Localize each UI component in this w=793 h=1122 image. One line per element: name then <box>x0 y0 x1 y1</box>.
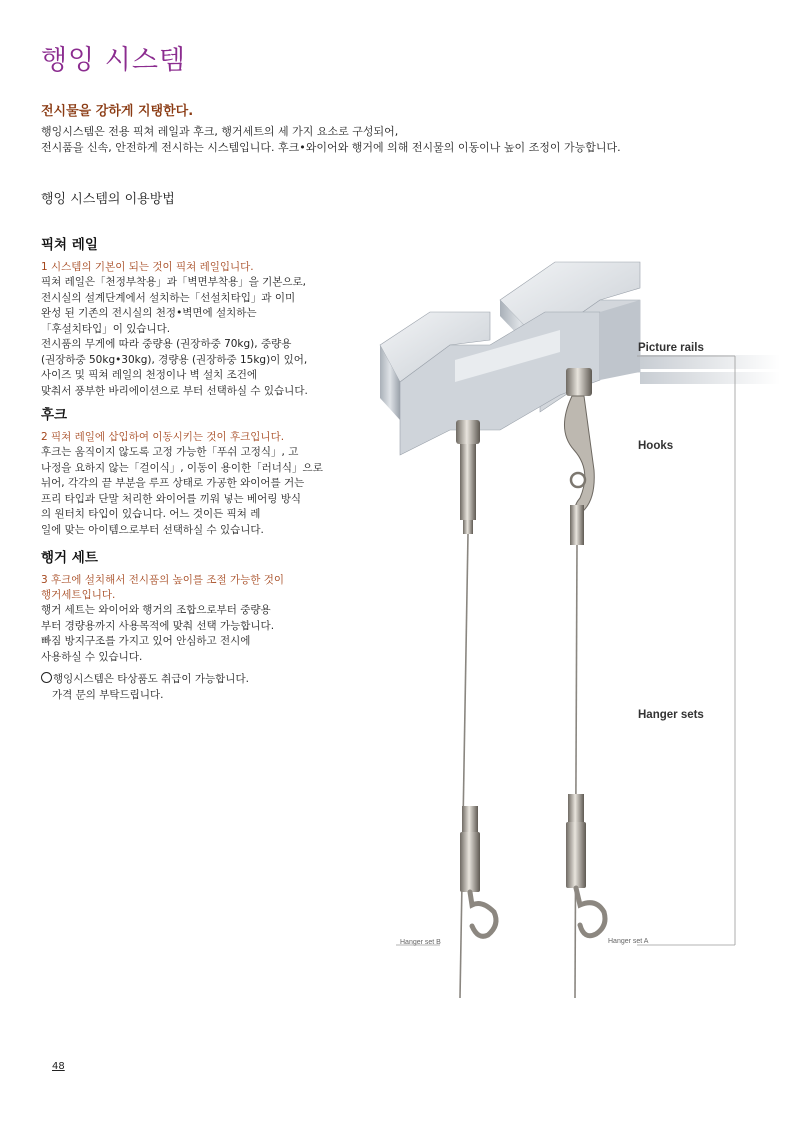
body-line: 완성 된 기존의 전시실의 천정•벽면에 설치하는 <box>41 307 257 319</box>
section-lead: 2 픽쳐 레일에 삽입하여 이동시키는 것이 후크입니다. <box>41 431 285 443</box>
label-hanger-sets: Hanger sets <box>638 709 704 721</box>
page-title: 행잉 시스템 <box>41 45 186 76</box>
body-line: 사용하실 수 있습니다. <box>41 650 143 663</box>
body-line: 부터 경량용까지 사용목적에 맞춰 선택 가능합니다. <box>41 619 275 632</box>
label-hanger-set-a: Hanger set A <box>608 938 649 945</box>
body-line: (권장하중 50kg•30kg), 경량용 (권장하중 15kg)이 있어, <box>41 353 308 366</box>
body-line: 빠짐 방지구조를 가지고 있어 안심하고 전시에 <box>41 635 251 647</box>
intro-line-1: 행잉시스템은 전용 픽쳐 레일과 후크, 행거세트의 세 가지 요소로 구성되어, <box>41 125 399 138</box>
section-heading: 행거 세트 <box>41 550 98 566</box>
hook-b <box>456 420 480 998</box>
section-lead-line: 행거세트입니다. <box>41 589 116 601</box>
label-hanger-set-b: Hanger set B <box>400 939 441 946</box>
body-line: 「후설치타입」이 있습니다. <box>41 322 171 335</box>
body-line: 일에 맞는 아이템으로부터 선택하실 수 있습니다. <box>41 523 264 536</box>
section-lead-line: 3 후크에 설치해서 전시품의 높이를 조절 가능한 것이 <box>41 574 285 586</box>
body-line: 후크는 움직이지 않도록 고정 가능한「푸쉬 고정식」, 고 <box>41 446 299 458</box>
note-line: 가격 문의 부탁드립니다. <box>52 688 164 701</box>
section-lead: 1 시스템의 기본이 되는 것이 픽쳐 레일입니다. <box>41 261 254 273</box>
body-line: 나정을 요하지 않는「걸이식」, 이동이 용이한「러너식」으로 <box>41 461 323 474</box>
body-line: 프리 타입과 단말 처리한 와이어를 끼워 넣는 베어링 방식 <box>41 492 301 505</box>
label-picture-rails: Picture rails <box>638 342 704 354</box>
body-line: 전시실의 설계단계에서 설치하는「선설치타입」과 이미 <box>41 291 296 304</box>
note-line: 행잉시스템은 타상품도 취급이 가능합니다. <box>53 673 249 685</box>
hanger-set-b <box>460 806 496 936</box>
section-heading: 픽쳐 레일 <box>41 237 98 253</box>
body-line: 픽쳐 레일은「천정부착용」과「벽면부착용」을 기본으로, <box>41 276 307 288</box>
intro-line-2: 전시품을 신속, 안전하게 전시하는 시스템입니다. 후크•와이어와 행거에 의해 전시물의 이동이나 높이 조정이 가능합니다. <box>41 141 621 154</box>
usage-heading: 행잉 시스템의 이용방법 <box>41 192 175 207</box>
page-number: 48 <box>52 1061 65 1072</box>
body-line: 뉘어, 각각의 끝 부분을 루프 상태로 가공한 와이어를 거는 <box>41 477 305 489</box>
body-line: 사이즈 및 픽쳐 레일의 천정이나 벽 설치 조건에 <box>41 369 258 381</box>
label-hooks: Hooks <box>638 440 674 452</box>
page-subtitle: 전시물을 강하게 지탱한다. <box>41 104 194 119</box>
hanger-set-a <box>566 794 605 936</box>
body-line: 맞춰서 풍부한 바리에이션으로 부터 선택하실 수 있습니다. <box>41 384 308 397</box>
body-line: 의 원터치 타입이 있습니다. 어느 것이든 픽쳐 레 <box>41 508 261 520</box>
label-bracket <box>396 356 735 945</box>
section-heading: 후크 <box>41 407 68 423</box>
body-line: 행거 세트는 와이어와 행거의 조합으로부터 중량용 <box>41 604 271 616</box>
body-line: 전시품의 무게에 따라 중량용 (권장하중 70kg), 중량용 <box>41 338 292 350</box>
